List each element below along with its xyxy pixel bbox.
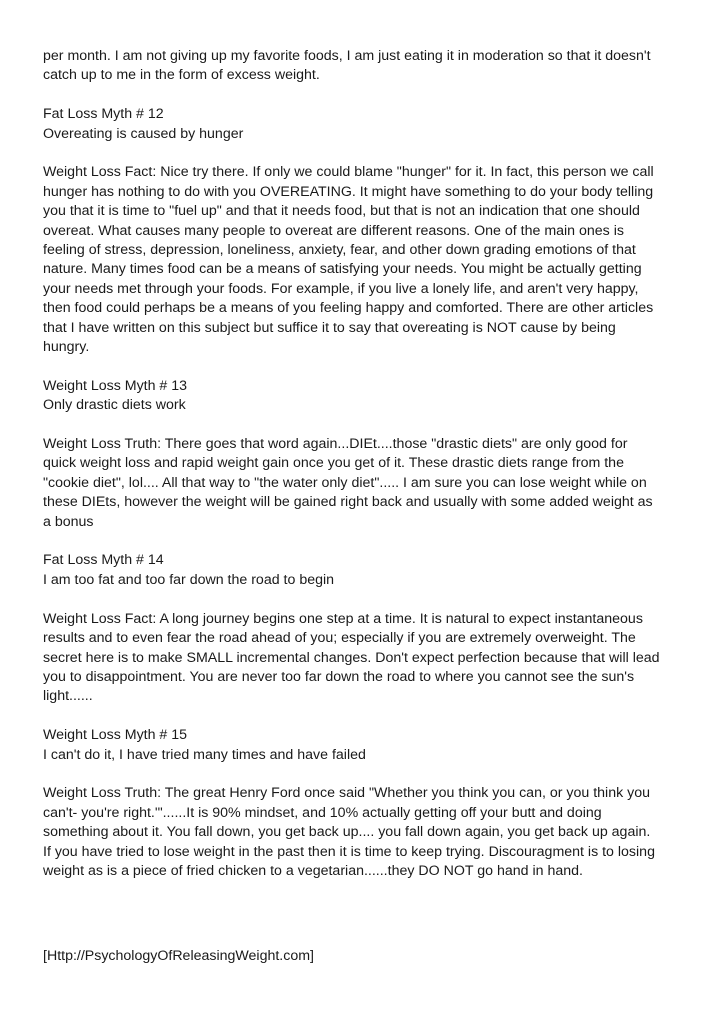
text-line: light...... — [43, 688, 93, 705]
text-line: a bonus — [43, 513, 94, 530]
text-line: you that it is time to "fuel up" and that it needs food, but that is not an indication that one should — [43, 203, 640, 220]
text-line: something about it. You fall down, you get back up.... you fall down again, you get back up again. — [43, 824, 651, 841]
text-line: secret here is to make SMALL incremental changes. Don't expect perfection because that will lead — [43, 649, 660, 666]
paragraph — [43, 784, 693, 881]
paragraph — [43, 377, 693, 416]
text-line: Weight Loss Fact: A long journey begins one step at a time. It is natural to expect instantaneous — [43, 610, 643, 627]
text-line: then food could perhaps be a means of you feeling happy and comforted. There are other articles — [43, 300, 654, 317]
text-line: quick weight loss and rapid weight gain once you get of it. These drastic diets range from the — [43, 455, 624, 472]
paragraph — [43, 47, 693, 86]
paragraph — [43, 551, 693, 590]
text-line: Overeating is caused by hunger — [43, 125, 244, 142]
text-line: feeling of stress, depression, loneliness, anxiety, fear, and other down grading emotions of that — [43, 242, 636, 259]
paragraph — [43, 105, 693, 144]
text-line: Weight Loss Truth: The great Henry Ford once said "Whether you think you can, or you think you — [43, 785, 651, 802]
text-line: I am too fat and too far down the road to begin — [43, 571, 335, 588]
text-line: Weight Loss Myth # 15 — [43, 727, 188, 744]
text-line: that I have written on this subject but suffice it to say that overeating is NOT cause by being — [43, 319, 616, 336]
text-line: catch up to me in the form of excess weight. — [43, 67, 320, 84]
text-line: Weight Loss Myth # 13 — [43, 377, 188, 394]
text-line: Weight Loss Truth: There goes that word again...DIEt....those "drastic diets" are only good for — [43, 436, 628, 453]
text-line: weight as is a piece of fried chicken to a vegetarian......they DO NOT go hand in hand. — [43, 862, 583, 879]
text-line: nature. Many times food can be a means of satisfying your needs. You might be actually getting — [43, 261, 642, 278]
text-line: I can't do it, I have tried many times and have failed — [43, 746, 366, 763]
body-text — [43, 47, 693, 901]
text-line: can't- you're right.'"......It is 90% mindset, and 10% actually getting off your butt and doing — [43, 804, 602, 821]
footer-url[interactable]: [Http://PsychologyOfReleasingWeight.com] — [43, 948, 314, 964]
text-line: your needs met through your foods. For example, if you live a lonely life, and aren't very happy, — [43, 280, 639, 297]
text-line: per month. I am not giving up my favorite foods, I am just eating it in moderation so that it doesn't — [43, 48, 651, 64]
text-line: you to disappointment. You are never too far down the road to where you cannot see the sun's — [43, 668, 635, 685]
text-line: If you have tried to lose weight in the past then it is time to keep trying. Discouragment is to losing — [43, 843, 655, 860]
paragraph — [43, 163, 693, 357]
text-line: results and to even fear the road ahead of you; especially if you are extremely overweight. The — [43, 630, 636, 647]
text-line: Fat Loss Myth # 12 — [43, 106, 164, 123]
paragraph — [43, 610, 693, 707]
text-line: hunger has nothing to do with you OVEREATING. It might have something to do your body telling — [43, 183, 654, 200]
text-line: "cookie diet", lol.... All that way to "the water only diet"..... I am sure you can lose weight while on — [43, 474, 647, 491]
text-line: Weight Loss Fact: Nice try there. If only we could blame "hunger" for it. In fact, this person we call — [43, 164, 654, 181]
text-line: these DIEts, however the weight will be gained right back and usually with some added weight as — [43, 494, 653, 511]
text-line: Only drastic diets work — [43, 397, 186, 414]
paragraph — [43, 435, 693, 532]
paragraph — [43, 726, 693, 765]
text-line: Fat Loss Myth # 14 — [43, 552, 164, 569]
text-line: hungry. — [43, 339, 90, 356]
text-line: overeat. What causes many people to overeat are different reasons. One of the main ones is — [43, 222, 624, 239]
